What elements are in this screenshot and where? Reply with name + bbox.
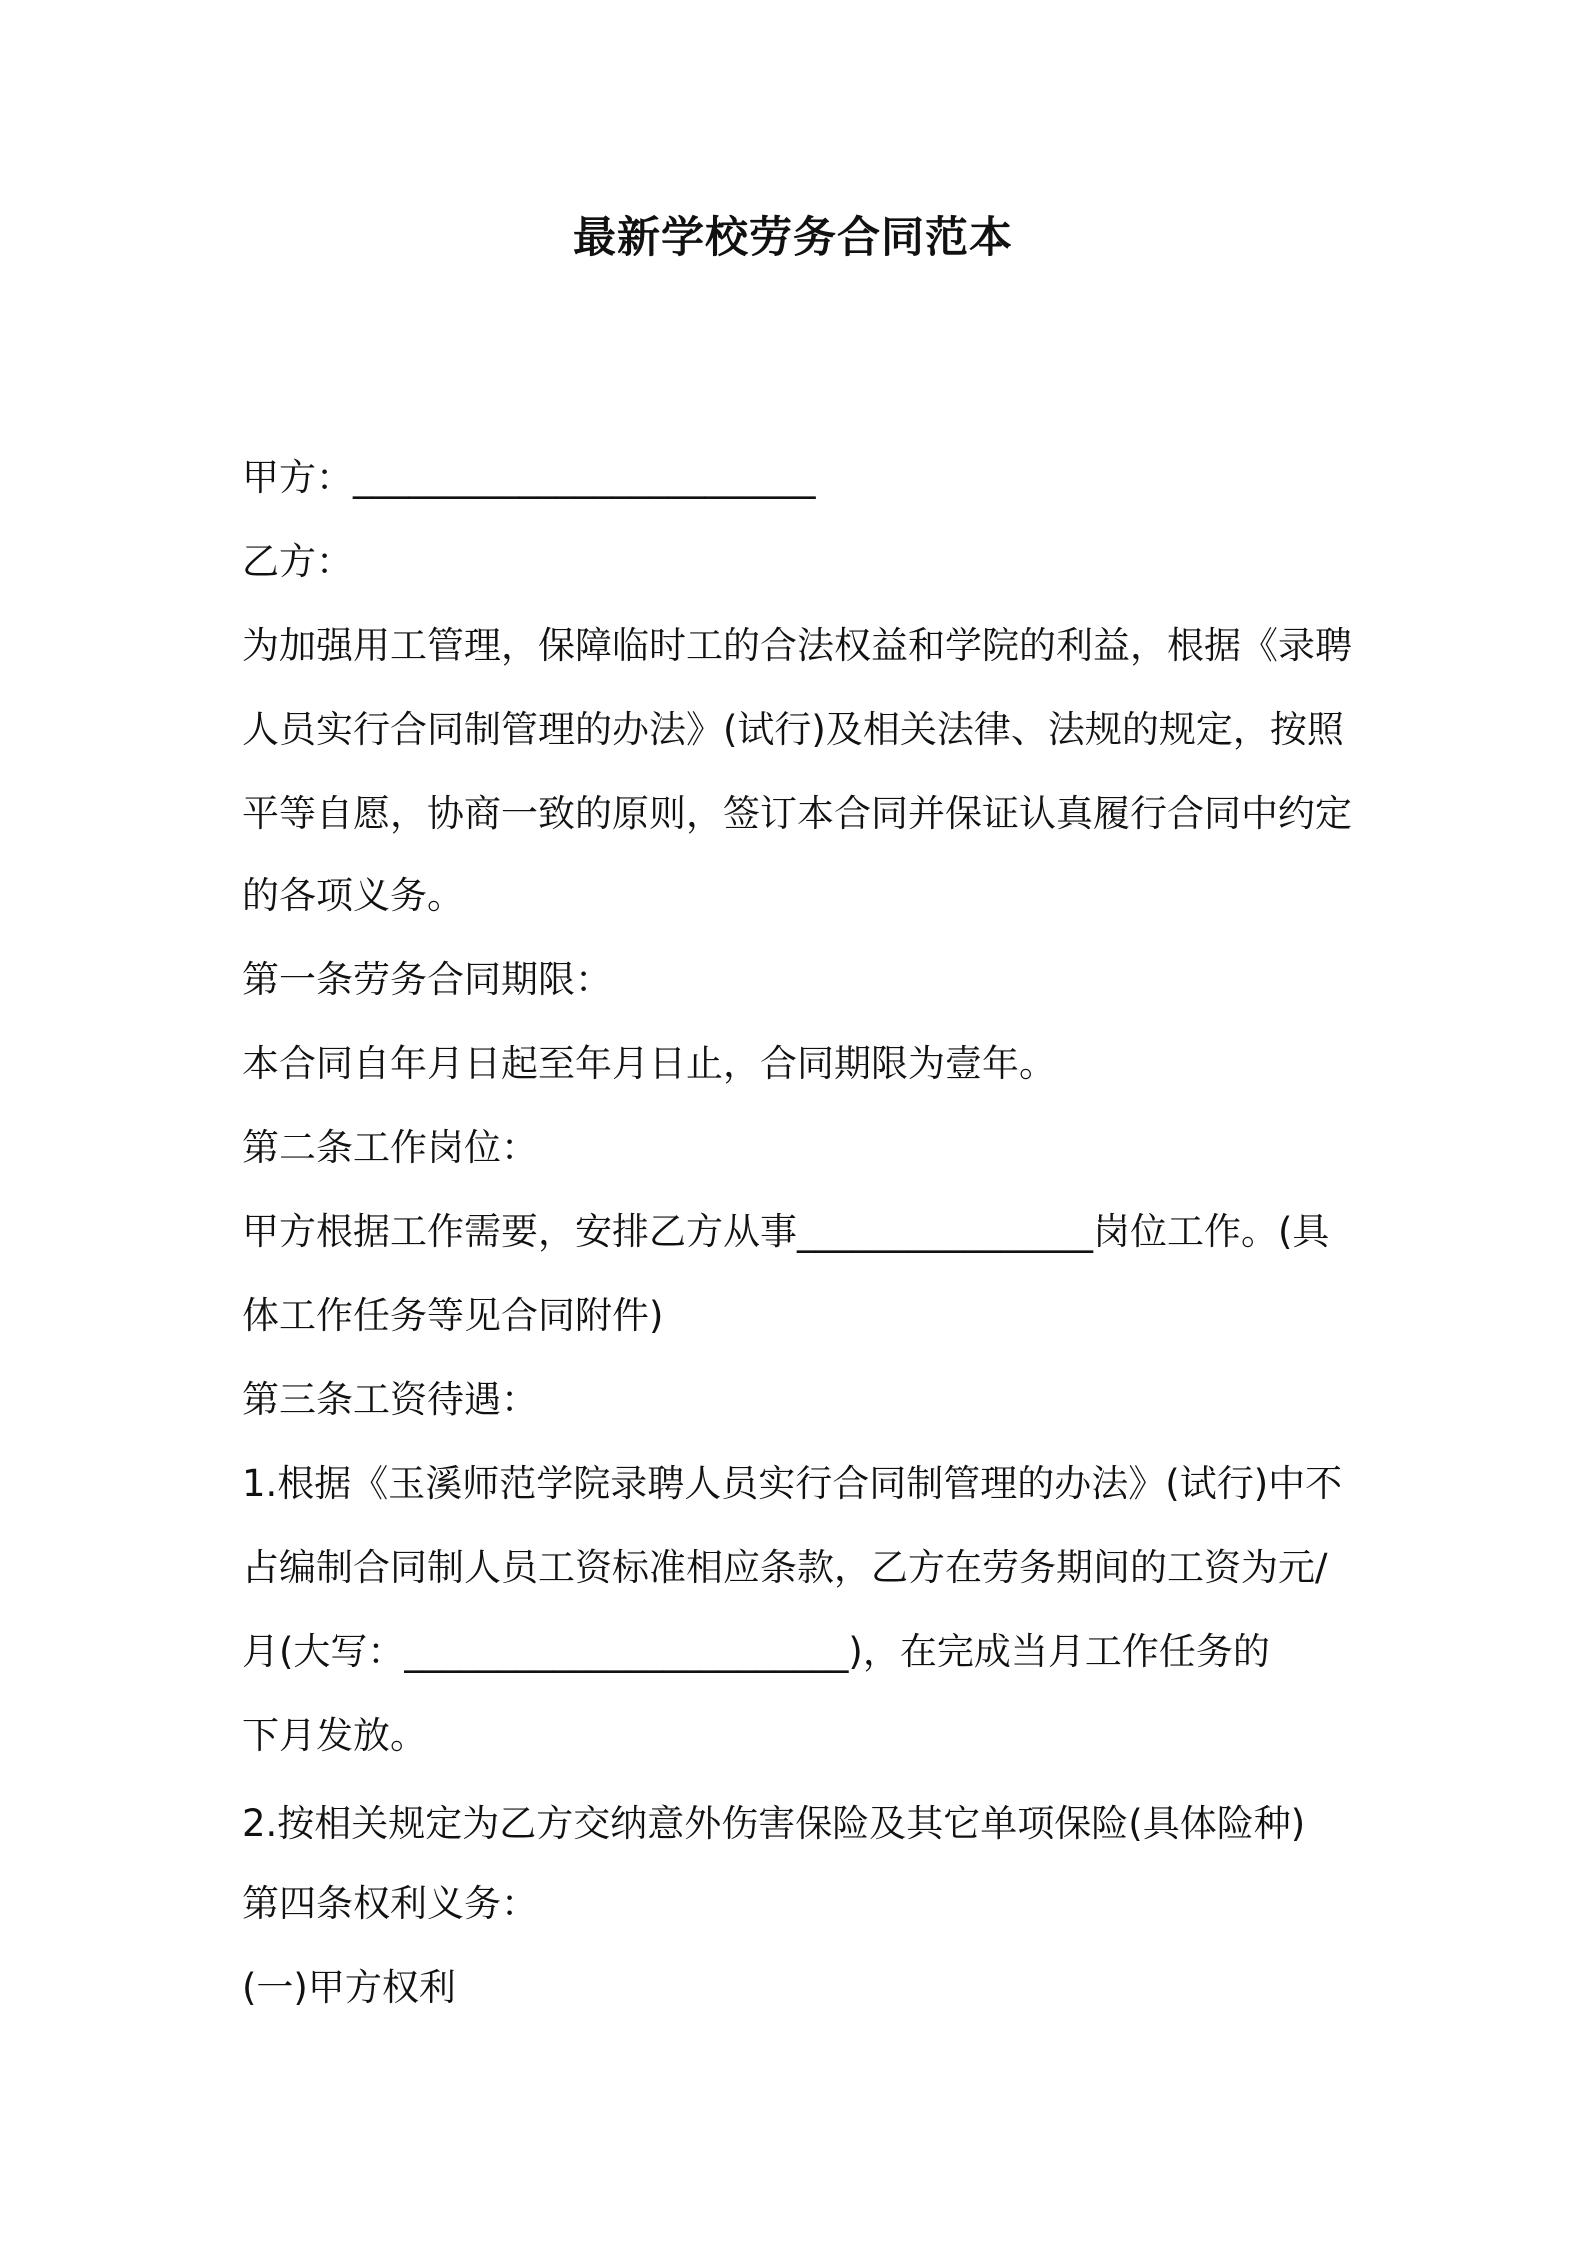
article-2-text-line-2: 体工作任务等见合同附件) (242, 1294, 664, 1337)
article-2-text-line-1: 甲方根据工作需要，安排乙方从事________________岗位工作。(具 (242, 1210, 1330, 1253)
article-3-item-2: 2.按相关规定为乙方交纳意外伤害保险及其它单项保险(具体险种) (242, 1802, 1306, 1845)
article-3-item-1-line-2: 占编制合同制人员工资标准相应条款，乙方在劳务期间的工资为元/ (242, 1546, 1328, 1589)
preamble-line-1: 为加强用工管理，保障临时工的合法权益和学院的利益，根据《录聘 (242, 624, 1352, 667)
article-1-text: 本合同自年月日起至年月日止，合同期限为壹年。 (242, 1042, 1056, 1085)
article-2-heading: 第二条工作岗位： (242, 1126, 538, 1169)
article-3-item-1-line-4: 下月发放。 (242, 1714, 427, 1757)
article-4-heading: 第四条权利义务： (242, 1882, 538, 1925)
article-3-item-1-line-3: 月(大写：________________________)，在完成当月工作任务的 (242, 1630, 1270, 1673)
party-a-rights-heading: (一)甲方权利 (242, 1966, 456, 2009)
article-1-heading: 第一条劳务合同期限： (242, 958, 612, 1001)
preamble-line-3: 平等自愿，协商一致的原则，签订本合同并保证认真履行合同中约定 (242, 792, 1352, 835)
preamble-line-2: 人员实行合同制管理的办法》(试行)及相关法律、法规的规定，按照 (242, 708, 1344, 751)
party-b-line: 乙方： (242, 540, 353, 583)
article-3-item-1-line-1: 1.根据《玉溪师范学院录聘人员实行合同制管理的办法》(试行)中不 (242, 1462, 1343, 1505)
article-3-heading: 第三条工资待遇： (242, 1378, 538, 1421)
document-title: 最新学校劳务合同范本 (573, 213, 1013, 263)
preamble-line-4: 的各项义务。 (242, 874, 464, 917)
party-a-line: 甲方：_________________________ (242, 456, 816, 499)
